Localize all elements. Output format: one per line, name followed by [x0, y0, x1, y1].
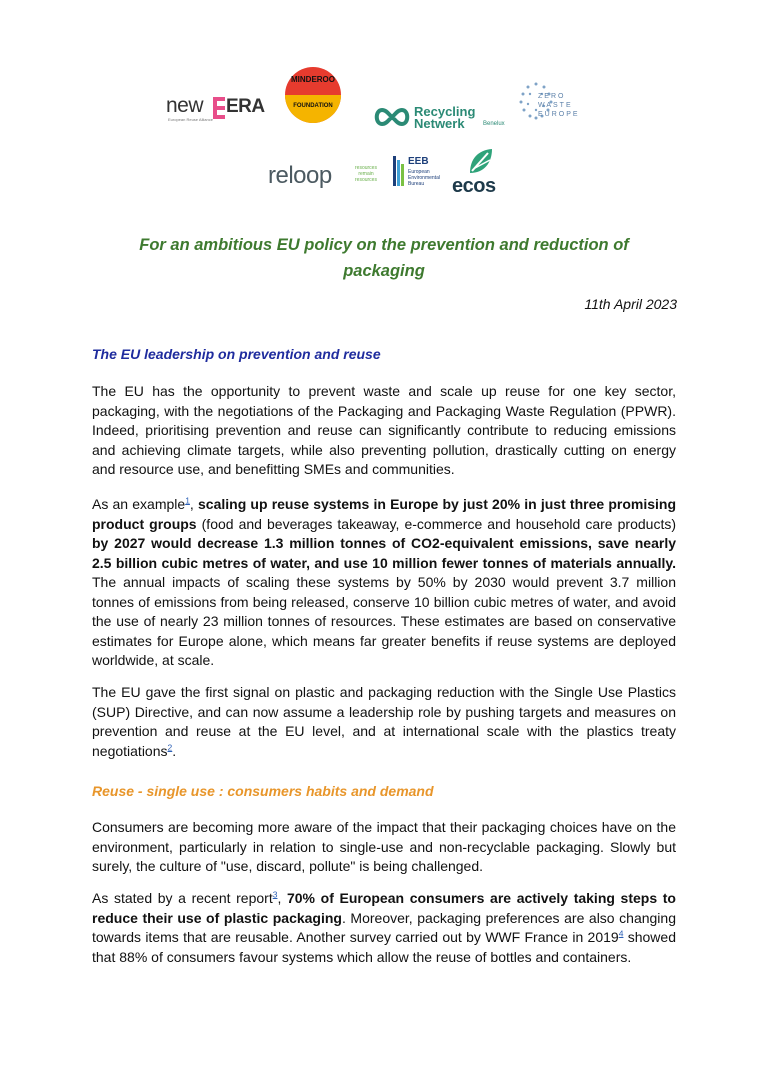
paragraph-sup-directive	[92, 683, 676, 761]
newera-era-text: ERA	[226, 96, 265, 117]
section-heading-consumers: Reuse - single use : consumers habits and demand	[92, 783, 434, 799]
ecos-wordmark: ecos	[452, 175, 496, 197]
p2-bold-1: scaling up reuse systems in Europe by just 20% in just three promising product groups	[92, 496, 677, 532]
zero-waste-europe-logo	[514, 70, 606, 128]
title-line1: For an ambitious EU policy on the prevention and reduction of	[139, 236, 629, 254]
p5-text-d: showed that 88% of consumers favour systems which allow the reuse of bottles and containers.	[92, 929, 676, 965]
newera-logo	[166, 92, 265, 126]
reloop-logo	[268, 160, 388, 192]
footnote-3-link[interactable]: 3	[272, 889, 278, 900]
title-line2: packaging	[343, 262, 425, 280]
reloop-tag1: resources	[355, 165, 377, 171]
ecos-leaf-icon	[466, 147, 494, 175]
p2-text-b: ,	[189, 496, 198, 512]
recycling-line2: Netwerk	[414, 116, 465, 131]
minderoo-foundation-logo	[284, 66, 342, 124]
eeb-bars-icon	[392, 154, 406, 188]
minderoo-bottom-text: FOUNDATION	[293, 103, 333, 109]
zwe-line1: ZERO	[538, 93, 566, 100]
newera-subtitle: European Reuse Alliance	[168, 117, 213, 122]
p3-text-b: .	[172, 742, 177, 759]
p5-text-c: . Moreover, packaging preferences are also changing towards items that are reusable. Another survey carried out by WWF France in 2019	[92, 909, 676, 945]
footnote-1-link[interactable]: 1	[185, 495, 190, 506]
paragraph-consumers-aware: Consumers are becoming more aware of the impact that their packaging choices have on the environment, particularly in relation to single-use and non-recyclable packaging. Slowly but surely, the culture of "use, discard, pollute" is being challenged.	[92, 819, 676, 874]
reloop-tag2: remain	[358, 171, 374, 177]
p5-bold: 70% of European consumers are actively taking steps to reduce their use of plastic packaging	[92, 890, 676, 926]
p5-text-b: ,	[277, 890, 287, 906]
reloop-wordmark: reloop	[268, 162, 332, 189]
eeb-abbr: EEB	[408, 156, 429, 167]
reloop-tag3: resources	[355, 177, 377, 183]
minderoo-top-text: MINDEROO	[291, 75, 335, 84]
p3-text-a: The EU gave the first signal on plastic and packaging reduction with the Single Use Plastics (SUP) Directive, and can now assume a leadership role by pushing targets and measures on prevention and reuse at the EU level, and at international scale with the plastics treaty negotiations	[92, 684, 676, 759]
footnote-2-link[interactable]: 2	[167, 741, 173, 752]
document-date: 11th April 2023	[584, 296, 677, 312]
paragraph-report	[92, 889, 676, 967]
section-heading-leadership: The EU leadership on prevention and reuse	[92, 346, 381, 362]
p2-bold-2: by 2027 would decrease 1.3 million tonnes of CO2-equivalent emissions, save nearly 2.5 billion cubic metres of water, and use 10 million fewer tonnes of materials annually.	[92, 535, 676, 571]
document-title	[96, 232, 672, 284]
recycling-line1: Recycling	[414, 104, 476, 119]
eeb-line3: Bureau	[408, 181, 425, 187]
footnote-4-link[interactable]: 4	[618, 928, 624, 939]
eeb-line1: European	[408, 169, 430, 175]
p2-text-a: As an example	[92, 496, 186, 512]
paragraph-example	[92, 495, 676, 671]
recycling-region: Benelux	[483, 121, 505, 127]
p2-text-c: (food and beverages takeaway, e-commerce and household care products)	[196, 515, 676, 532]
p5-text-a: As stated by a recent report	[92, 890, 273, 906]
reloop-tagline	[355, 165, 377, 183]
zero-waste-text	[538, 92, 580, 119]
zwe-line2: WASTE	[538, 102, 573, 109]
zwe-line3: EUROPE	[538, 111, 580, 118]
recycling-netwerk-logo	[372, 104, 512, 131]
infinity-loop-icon	[372, 106, 412, 128]
newera-wordmark: new	[166, 94, 204, 117]
eeb-subtitle	[408, 169, 440, 187]
ecos-logo	[452, 147, 508, 195]
eeb-logo	[392, 150, 452, 194]
eeb-line2: Environmental	[408, 175, 440, 181]
p2-text-d: The annual impacts of scaling these systems by 50% by 2030 would prevent 3.7 million tonnes of emissions from being released, conserve 10 billion cubic metres of water, and avoid the use of nearly 23 million tonnes of resources. These estimates are based on conservative estimates for Europe alone, which means far greater benefits if reuse systems are deployed worldwide, at scale.	[92, 574, 676, 668]
paragraph-intro: The EU has the opportunity to prevent waste and scale up reuse for one key sector, packaging, with the negotiations of the Packaging and Packaging Waste Regulation (PPWR). Indeed, prioritising prevention and reuse can significantly contribute to reducing emissions and achieving climate targets, while also preventing pollution, drastically cutting on energy and resource use, and benefitting SMEs and communities.	[92, 383, 676, 477]
